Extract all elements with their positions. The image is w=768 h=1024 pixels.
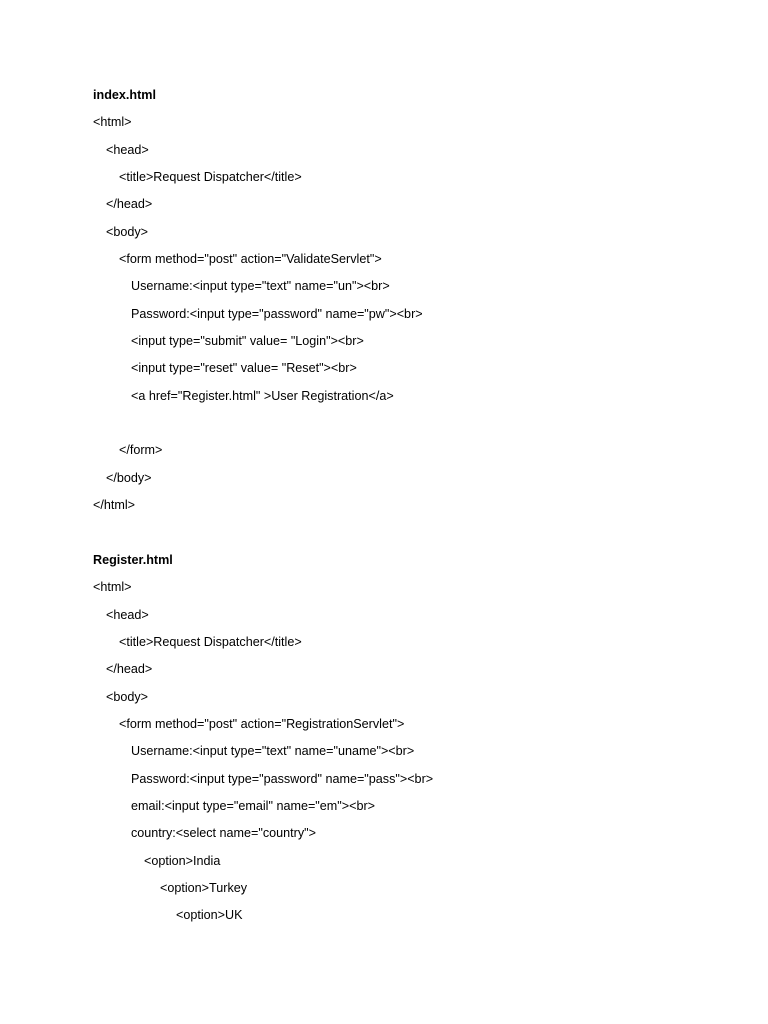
section-heading-index: index.html bbox=[93, 88, 156, 102]
code-line: </head> bbox=[106, 662, 153, 677]
code-line: </html> bbox=[93, 498, 135, 513]
code-line: <title>Request Dispatcher</title> bbox=[119, 634, 302, 649]
blank-line bbox=[93, 414, 733, 441]
code-line: <form method="post" action="RegistrationServlet"> bbox=[119, 716, 405, 731]
code-line: </head> bbox=[106, 197, 153, 212]
code-line: <input type="submit" value= "Login"><br> bbox=[131, 334, 364, 349]
code-line: Password:<input type="password" name="pass"><br> bbox=[131, 771, 434, 786]
code-line: <option>Turkey bbox=[160, 880, 248, 895]
code-line: <input type="reset" value= "Reset"><br> bbox=[131, 361, 357, 376]
code-line: <option>UK bbox=[176, 908, 243, 923]
code-line: Username:<input type="text" name="uname"><br> bbox=[131, 744, 415, 759]
code-line: <html> bbox=[93, 115, 132, 130]
code-line: <title>Request Dispatcher</title> bbox=[119, 170, 302, 185]
code-line: <form method="post" action="ValidateServlet"> bbox=[119, 252, 382, 267]
blank-line bbox=[93, 524, 733, 551]
code-line: country:<select name="country"> bbox=[131, 826, 317, 841]
code-line: <head> bbox=[106, 607, 149, 622]
code-line: <body> bbox=[106, 689, 149, 704]
code-line: Username:<input type="text" name="un"><br> bbox=[131, 279, 390, 294]
code-line: email:<input type="email" name="em"><br> bbox=[131, 798, 376, 813]
section-heading-register: Register.html bbox=[93, 552, 173, 567]
code-line: <body> bbox=[106, 224, 149, 239]
code-line: <head> bbox=[106, 142, 149, 157]
code-line: </body> bbox=[106, 470, 152, 485]
code-line: <html> bbox=[93, 580, 132, 595]
code-line: <option>India bbox=[144, 853, 221, 868]
document-body bbox=[93, 86, 733, 934]
code-line: </form> bbox=[119, 443, 163, 458]
code-line: Password:<input type="password" name="pw"><br> bbox=[131, 306, 423, 321]
code-line: <a href="Register.html" >User Registration</a> bbox=[131, 388, 394, 403]
